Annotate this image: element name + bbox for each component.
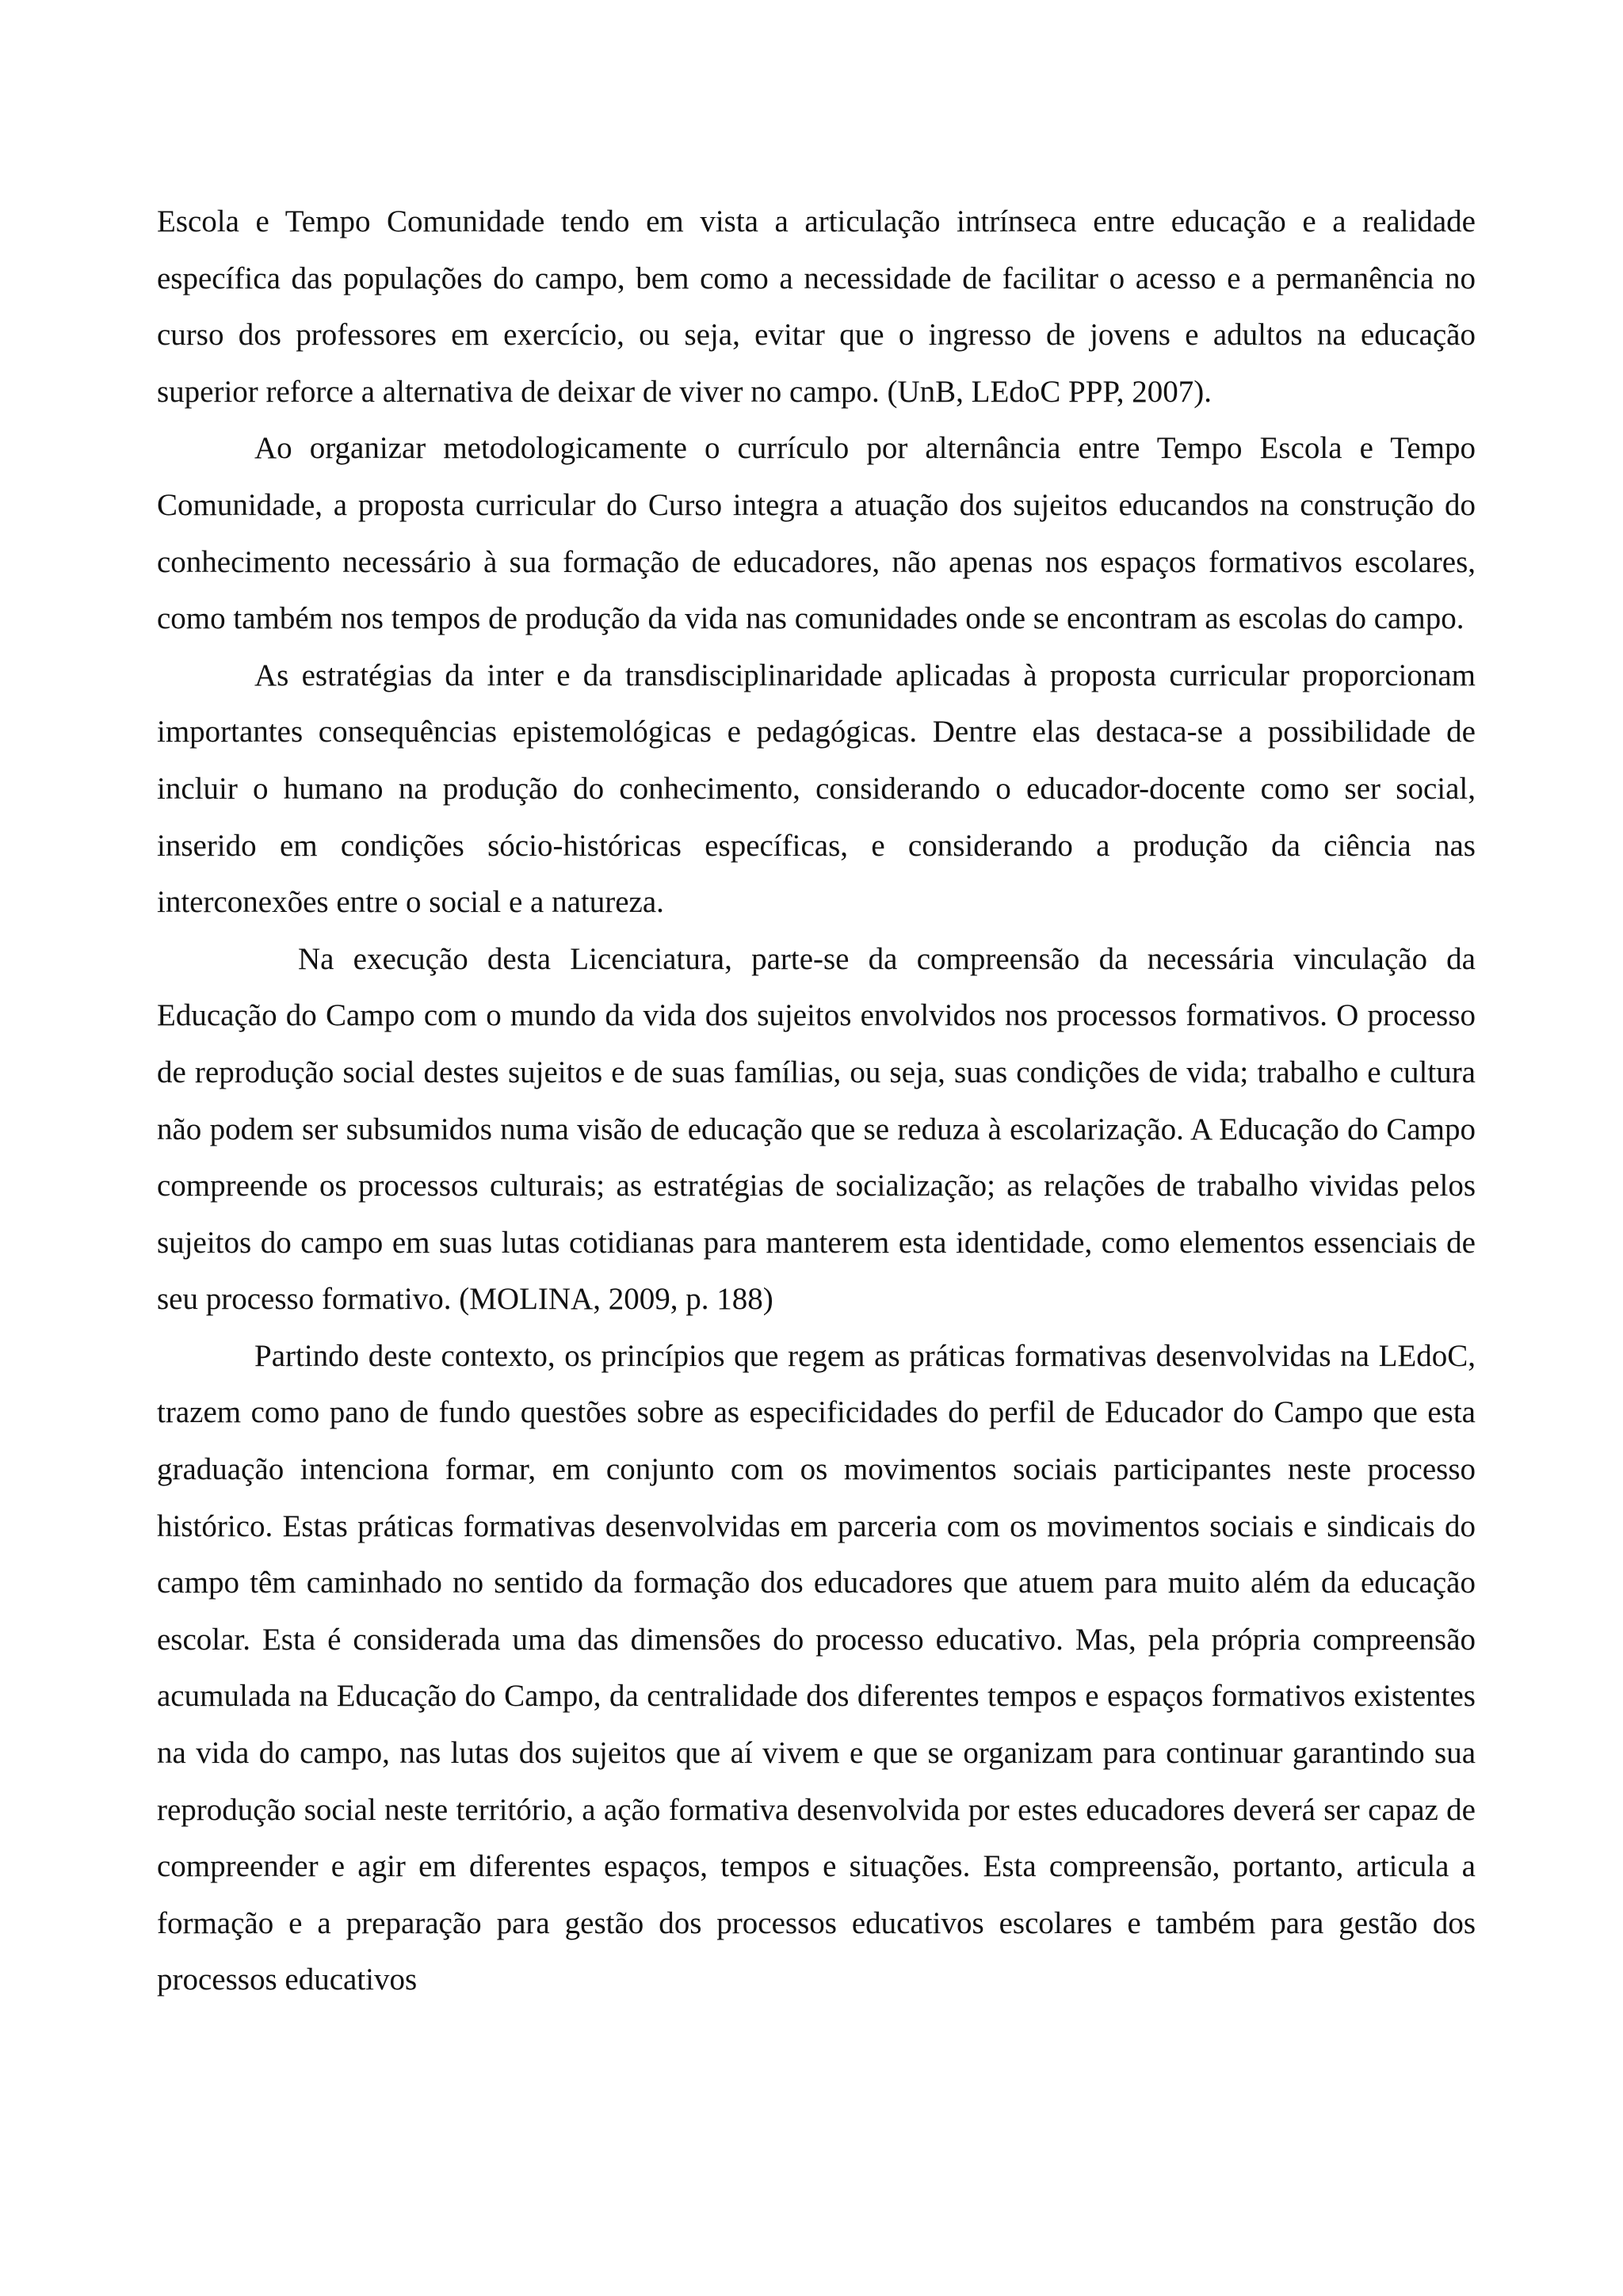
paragraph-curriculum-alternation: Ao organizar metodologicamente o currículo por alternância entre Tempo Escola e Tempo Comunidade, a proposta curricular do Curso integra a atuação dos sujeitos educandos na construção do conhecimento necessário à sua formação de educadores, não apenas nos espaços formativos escolares, como também nos tempos de produção da vida nas comunidades onde se encontram as escolas do campo. [157, 431, 1476, 636]
paragraph-formative-practices: Partindo deste contexto, os princípios que regem as práticas formativas desenvolvidas na LEdoC, trazem como pano de fundo questões sobre as especificidades do perfil de Educador do Campo que esta graduação intenciona formar, em conjunto com os movimentos sociais participantes neste processo histórico. Estas práticas formativas desenvolvidas em parceria com os movimentos sociais e sindicais do campo têm caminhado no sentido da formação dos educadores que atuem para muito além da educação escolar. Esta é considerada uma das dimensões do processo educativo. Mas, pela própria compreensão acumulada na Educação do Campo, da centralidade dos diferentes tempos e espaços formativos existentes na vida do campo, nas lutas dos sujeitos que aí vivem e que se organizam para continuar garantindo sua reprodução social neste território, a ação formativa desenvolvida por estes educadores deverá ser capaz de compreender e agir em diferentes espaços, tempos e situações. Esta compreensão, portanto, articula a formação e a preparação para gestão dos processos educativos escolares e também para gestão dos processos educativos [157, 1338, 1476, 1997]
paragraph-quotation-molina: Na execução desta Licenciatura, parte-se da compreensão da necessária vinculação da Educação do Campo com o mundo da vida dos sujeitos envolvidos nos processos formativos. O processo de reprodução social destes sujeitos e de suas famílias, ou seja, suas condições de vida; trabalho e cultura não podem ser subsumidos numa visão de educação que se reduza à escolarização. A Educação do Campo compreende os processos culturais; as estratégias de socialização; as relações de trabalho vividas pelos sujeitos do campo em suas lutas cotidianas para manterem esta identidade, como elementos essenciais de seu processo formativo. (MOLINA, 2009, p. 188) [157, 941, 1476, 1317]
document-body [157, 193, 1476, 2008]
paragraph-interdisciplinarity: As estratégias da inter e da transdisciplinaridade aplicadas à proposta curricular proporcionam importantes consequências epistemológicas e pedagógicas. Dentre elas destaca-se a possibilidade de incluir o humano na produção do conhecimento, considerando o educador-docente como ser social, inserido em condições sócio-históricas específicas, e considerando a produção da ciência nas interconexões entre o social e a natureza. [157, 658, 1476, 920]
paragraph-continuation: Escola e Tempo Comunidade tendo em vista a articulação intrínseca entre educação e a realidade específica das populações do campo, bem como a necessidade de facilitar o acesso e a permanência no curso dos professores em exercício, ou seja, evitar que o ingresso de jovens e adultos na educação superior reforce a alternativa de deixar de viver no campo. (UnB, LEdoC PPP, 2007). [157, 204, 1476, 409]
